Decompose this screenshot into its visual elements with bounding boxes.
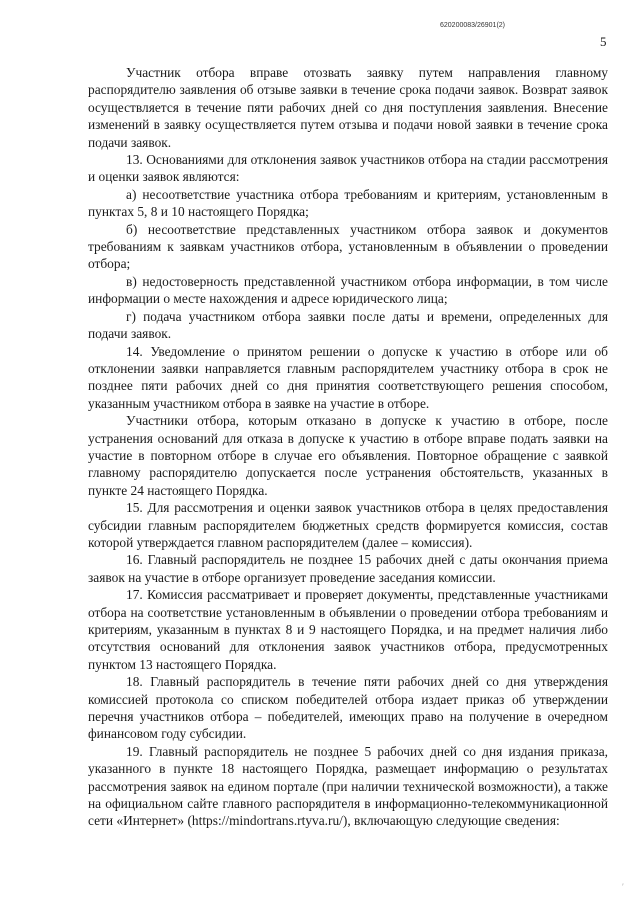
paragraph-19: 19. Главный распорядитель не позднее 5 рабочих дней со дня издания приказа, указанного в пункте 18 настоящего Порядка, размещает информацию о результатах рассмотрения заявок на едином портале (при наличии технической возможности), а также на официальном сайте главного распорядителя в информационно-телекоммуникационной сети «Интернет» (https://mindortrans.rtyva.ru/), включающую следующие сведения: <box>88 743 608 829</box>
paragraph-withdrawal: Участник отбора вправе отозвать заявку путем направления главному распорядителю заявления об отзыве заявки в течение срока подачи заявок. Возврат заявок осуществляется в течение пяти рабочих дней со дня поступления заявления. Внесение изменений в заявку осуществляется путем отзыва и подачи новой заявки в течение срока подачи заявок. <box>88 65 608 150</box>
paragraph-13-g: г) подача участником отбора заявки после даты и времени, определенных для подачи заявок. <box>88 308 608 342</box>
paragraph-16: 16. Главный распорядитель не позднее 15 рабочих дней с даты окончания приема заявок на участие в отборе организует проведение заседания комиссии. <box>88 552 608 585</box>
paragraph-18: 18. Главный распорядитель в течение пяти рабочих дней со дня утверждения комиссией протокола со списком победителей отбора издает приказ об утверждении перечня участников отбора – победителей, имеющих право на получение в очередном финансовом году субсидии. <box>88 674 608 742</box>
paragraph-13-b: б) несоответствие представленных участником отбора заявок и документов требованиям к заявкам участников отбора, установленным в объявлении о проведении отбора; <box>88 221 608 272</box>
paragraph-13: 13. Основаниями для отклонения заявок участников отбора на стадии рассмотрения и оценки заявок являются: <box>88 152 608 185</box>
scan-mark: ′ <box>622 882 624 892</box>
paragraph-13-a: а) несоответствие участника отбора требованиям и критериям, установленным в пунктах 5, 8 и 10 настоящего Порядка; <box>88 186 608 220</box>
paragraph-17: 17. Комиссия рассматривает и проверяет документы, представленные участниками отбора на соответствие установленным в объявлении о проведении отбора требованиям и критериям, указанным в пунктах 8 и 9 настоящего Порядка, и на предмет наличия либо отсутствия оснований для отклонения заявок участников отбора, предусмотренных пунктом 13 настоящего Порядка. <box>88 587 608 672</box>
paragraph-14-refusal: Участники отбора, которым отказано в допуске к участию в отборе, после устранения оснований для отказа в допуске к участию в отборе вправе подать заявки на участие в повторном отборе в случае его объявления. Повторное обращение с заявкой главному распорядителю допускается после устранения обстоятельств, указанных в пункте 24 настоящего Порядка. <box>88 413 608 498</box>
page-number: 5 <box>600 34 607 49</box>
document-body <box>88 64 608 830</box>
document-number: 620200083/26901(2) <box>440 22 506 29</box>
paragraph-15: 15. Для рассмотрения и оценки заявок участников отбора в целях предоставления субсидии главным распорядителем бюджетных средств формируется комиссия, состав которой утверждается главном распорядителем (далее – комиссия). <box>88 500 608 550</box>
paragraph-13-v: в) недостоверность представленной участником отбора информации, в том числе информации о месте нахождения и адресе юридического лица; <box>88 273 608 307</box>
paragraph-14: 14. Уведомление о принятом решении о допуске к участию в отборе или об отклонении заявки направляется главным распорядителем участнику отбора в срок не позднее пяти рабочих дней со дня принятия соответствующего решения способом, указанным участником отбора в заявке на участие в отборе. <box>88 343 608 411</box>
